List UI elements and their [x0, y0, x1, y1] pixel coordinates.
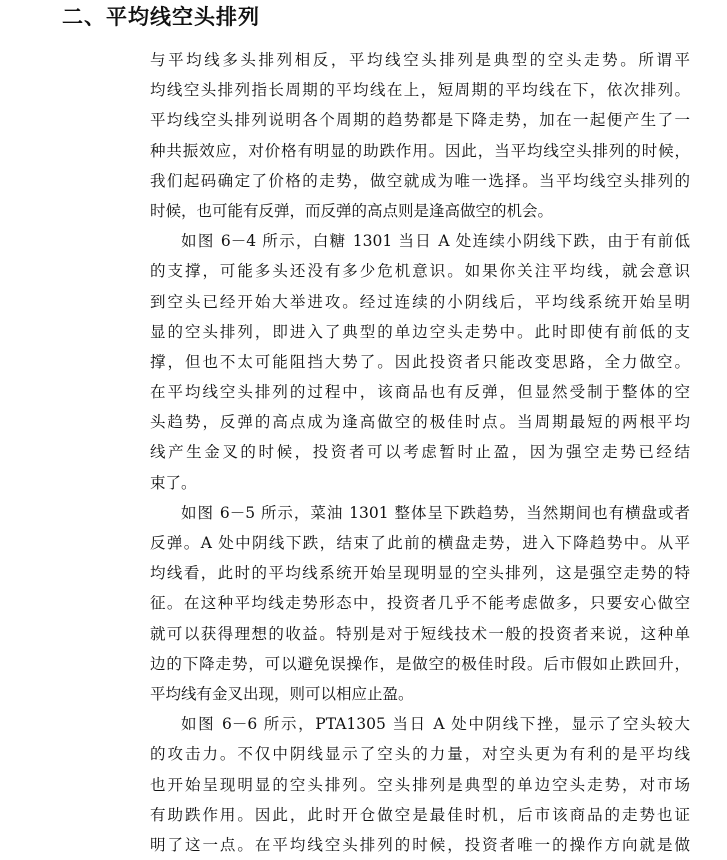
text-line: 边的下降走势，可以避免误操作，是做空的极佳时段。后市假如止跌回升， [150, 654, 690, 673]
text-line: 在平均线空头排列的过程中，该商品也有反弹，但显然受制于整体的空 [150, 383, 690, 402]
paragraph-4 [150, 709, 690, 860]
paragraph-1 [150, 45, 690, 226]
text-line: 平均线空头排列说明各个周期的趋势都是下降走势，加在一起便产生了一 [150, 111, 690, 130]
section-heading: 二、平均线空头排列 [62, 5, 260, 29]
text-line: 均线看，此时的平均线系统开始呈现明显的空头排列，这是强空走势的特 [150, 564, 690, 583]
text-line: 与平均线多头排列相反，平均线空头排列是典型的空头走势。所谓平 [150, 51, 690, 69]
text-line: 也开始呈现明显的空头排列。空头排列是典型的单边空头走势，对市场 [150, 775, 690, 794]
text-line: 平均线有金叉出现，则可以相应止盈。 [150, 684, 414, 703]
text-line: 线产生金叉的时候，投资者可以考虑暂时止盈，因为强空走势已经结 [150, 443, 690, 462]
text-line: 到空头已经开始大举进攻。经过连续的小阴线后，平均线系统开始呈明 [150, 292, 690, 311]
text-line: 就可以获得理想的收益。特别是对于短线技术一般的投资者来说，这种单 [150, 624, 690, 643]
text-line: 显的空头排列，即进入了典型的单边空头走势中。此时即使有前低的支 [150, 322, 690, 341]
text-line: 均线空头排列指长周期的平均线在上，短周期的平均线在下，依次排列。 [150, 81, 690, 100]
text-line: 种共振效应，对价格有明显的助跌作用。因此，当平均线空头排列的时候， [150, 141, 690, 160]
text-line: 时候，也可能有反弹，而反弹的高点则是逢高做空的机会。 [150, 201, 554, 220]
text-line: 反弹。A 处中阴线下跌，结束了此前的横盘走势，进入下降趋势中。从平 [150, 534, 690, 552]
body-text [150, 45, 690, 860]
text-line: 的支撑，可能多头还没有多少危机意识。如果你关注平均线，就会意识 [150, 262, 690, 281]
paragraph-2 [150, 226, 690, 498]
text-line: 征。在这种平均线走势形态中，投资者几乎不能考虑做多，只要安心做空 [150, 594, 690, 613]
text-line: 头趋势，反弹的高点成为逢高做空的极佳时点。当周期最短的两根平均 [150, 413, 690, 432]
paragraph-3 [150, 498, 690, 709]
text-line: 撑，但也不太可能阻挡大势了。因此投资者只能改变思路，全力做空。 [150, 352, 690, 371]
text-line: 如图 6－4 所示，白糖 1301 当日 A 处连续小阴线下跌，由于有前低 [181, 232, 690, 251]
text-line: 如图 6－6 所示，PTA1305 当日 A 处中阴线下挫，显示了空头较大 [181, 715, 690, 734]
text-line: 束了。 [150, 473, 197, 492]
text-line: 如图 6－5 所示，菜油 1301 整体呈下跌趋势，当然期间也有横盘或者 [181, 503, 690, 522]
text-line: 的攻击力。不仅中阴线显示了空头的力量，对空头更为有利的是平均线 [150, 745, 690, 764]
text-line: 有助跌作用。因此，此时开仓做空是最佳时机，后市该商品的走势也证 [150, 805, 690, 824]
text-line: 明了这一点。在平均线空头排列的时候，投资者唯一的操作方向就是做 [150, 835, 690, 854]
text-line: 我们起码确定了价格的走势，做空就成为唯一选择。当平均线空头排列的 [150, 171, 690, 190]
